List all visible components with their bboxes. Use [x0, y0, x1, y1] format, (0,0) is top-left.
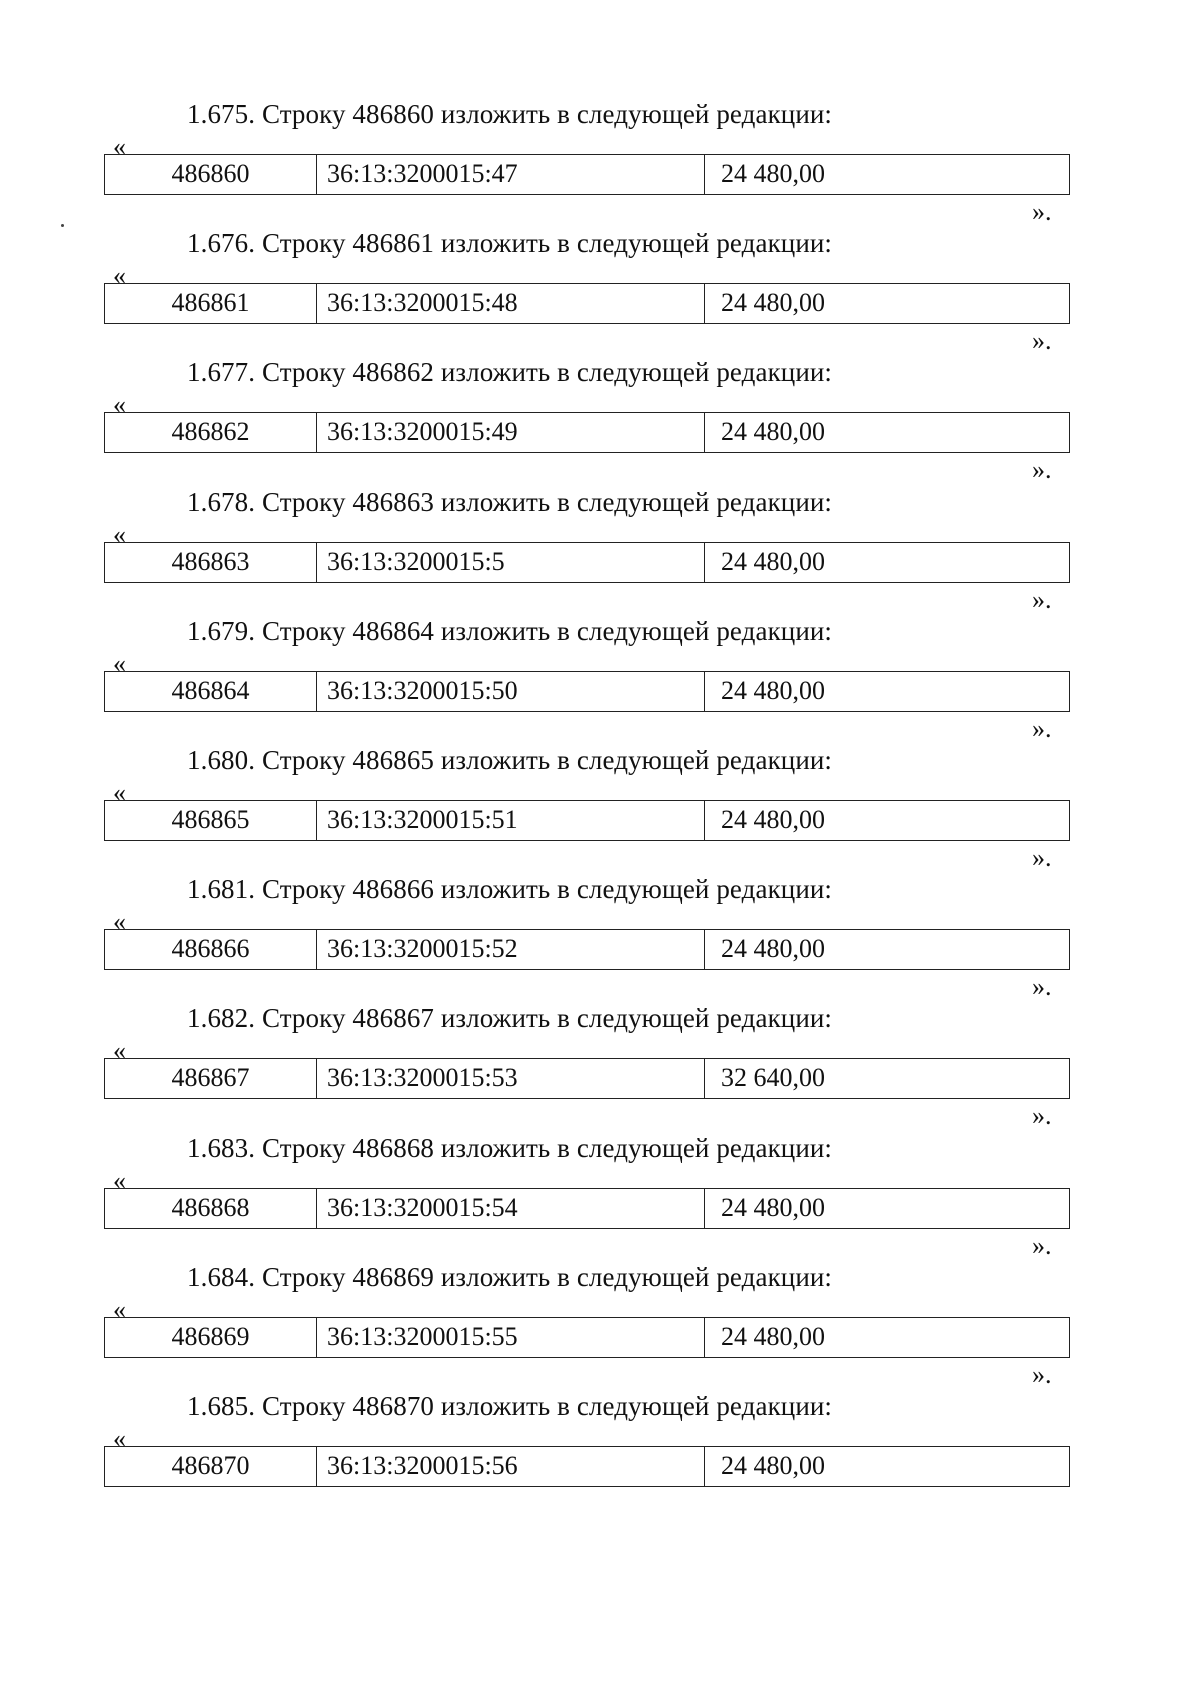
row-number-cell: 486862: [105, 413, 317, 452]
replacement-row-table: [104, 1446, 1070, 1487]
amendment-entry: [0, 1131, 1200, 1271]
amendment-entry: [0, 226, 1200, 366]
closing-quote: ».: [1032, 714, 1052, 743]
row-number-cell: 486865: [105, 801, 317, 840]
closing-quote: ».: [1032, 843, 1052, 872]
amendment-heading: 1.679. Строку 486864 изложить в следующей редакции:: [187, 616, 833, 646]
replacement-row-table: [104, 412, 1070, 453]
amendment-heading: 1.675. Строку 486860 изложить в следующей редакции:: [187, 99, 833, 129]
cadastral-number-cell: 36:13:3200015:51: [317, 801, 705, 840]
row-number-cell: 486863: [105, 543, 317, 582]
closing-quote: ».: [1032, 455, 1052, 484]
closing-quote: ».: [1032, 972, 1052, 1001]
opening-quote: «: [113, 520, 126, 549]
opening-quote: «: [113, 907, 126, 936]
closing-quote: ».: [1032, 197, 1052, 226]
amendment-entry: [0, 614, 1200, 754]
amendment-entry: [0, 355, 1200, 495]
amendment-heading: 1.684. Строку 486869 изложить в следующей редакции:: [187, 1262, 833, 1292]
value-cell: 24 480,00: [721, 417, 825, 446]
opening-quote: «: [113, 1295, 126, 1324]
replacement-row-table: [104, 1058, 1070, 1099]
opening-quote: «: [113, 1166, 126, 1195]
amendment-entry: [0, 485, 1200, 625]
amendment-entry: [0, 1001, 1200, 1141]
amendment-entry: [0, 1389, 1200, 1529]
value-cell: 32 640,00: [721, 1063, 825, 1092]
cadastral-number-cell: 36:13:3200015:50: [317, 672, 705, 711]
amendment-heading: 1.676. Строку 486861 изложить в следующей редакции:: [187, 228, 833, 258]
amendment-heading: 1.678. Строку 486863 изложить в следующей редакции:: [187, 487, 833, 517]
amendment-heading: 1.683. Строку 486868 изложить в следующей редакции:: [187, 1133, 833, 1163]
value-cell: 24 480,00: [721, 676, 825, 705]
amendment-entry: [0, 743, 1200, 883]
replacement-row-table: [104, 929, 1070, 970]
replacement-row-table: [104, 1188, 1070, 1229]
amendment-entry: [0, 872, 1200, 1012]
replacement-row-table: [104, 1317, 1070, 1358]
amendment-heading: 1.681. Строку 486866 изложить в следующей редакции:: [187, 874, 833, 904]
opening-quote: «: [113, 1036, 126, 1065]
cadastral-number-cell: 36:13:3200015:52: [317, 930, 705, 969]
value-cell: 24 480,00: [721, 159, 825, 188]
cadastral-number-cell: 36:13:3200015:47: [317, 155, 705, 194]
closing-quote: ».: [1032, 1101, 1052, 1130]
cadastral-number-cell: 36:13:3200015:54: [317, 1189, 705, 1228]
cadastral-number-cell: 36:13:3200015:48: [317, 284, 705, 323]
amendment-heading: 1.680. Строку 486865 изложить в следующей редакции:: [187, 745, 833, 775]
replacement-row-table: [104, 154, 1070, 195]
replacement-row-table: [104, 671, 1070, 712]
closing-quote: ».: [1032, 1360, 1052, 1389]
opening-quote: «: [113, 261, 126, 290]
amendment-heading: 1.685. Строку 486870 изложить в следующей редакции:: [187, 1391, 833, 1421]
row-number-cell: 486868: [105, 1189, 317, 1228]
value-cell: 24 480,00: [721, 805, 825, 834]
amendment-heading: 1.682. Строку 486867 изложить в следующей редакции:: [187, 1003, 833, 1033]
amendment-entry: [0, 1260, 1200, 1400]
row-number-cell: 486860: [105, 155, 317, 194]
value-cell: 24 480,00: [721, 1322, 825, 1351]
amendment-heading: 1.677. Строку 486862 изложить в следующей редакции:: [187, 357, 833, 387]
opening-quote: «: [113, 132, 126, 161]
value-cell: 24 480,00: [721, 547, 825, 576]
value-cell: 24 480,00: [721, 288, 825, 317]
value-cell: 24 480,00: [721, 934, 825, 963]
value-cell: 24 480,00: [721, 1193, 825, 1222]
row-number-cell: 486864: [105, 672, 317, 711]
opening-quote: «: [113, 778, 126, 807]
row-number-cell: 486870: [105, 1447, 317, 1486]
cadastral-number-cell: 36:13:3200015:55: [317, 1318, 705, 1357]
row-number-cell: 486861: [105, 284, 317, 323]
closing-quote: ».: [1032, 1231, 1052, 1260]
replacement-row-table: [104, 542, 1070, 583]
cadastral-number-cell: 36:13:3200015:53: [317, 1059, 705, 1098]
cadastral-number-cell: 36:13:3200015:49: [317, 413, 705, 452]
opening-quote: «: [113, 390, 126, 419]
row-number-cell: 486869: [105, 1318, 317, 1357]
replacement-row-table: [104, 283, 1070, 324]
amendment-entry: [0, 97, 1200, 237]
value-cell: 24 480,00: [721, 1451, 825, 1480]
opening-quote: «: [113, 1424, 126, 1453]
closing-quote: ».: [1032, 326, 1052, 355]
row-number-cell: 486866: [105, 930, 317, 969]
cadastral-number-cell: 36:13:3200015:5: [317, 543, 705, 582]
closing-quote: ».: [1032, 585, 1052, 614]
row-number-cell: 486867: [105, 1059, 317, 1098]
replacement-row-table: [104, 800, 1070, 841]
opening-quote: «: [113, 649, 126, 678]
cadastral-number-cell: 36:13:3200015:56: [317, 1447, 705, 1486]
